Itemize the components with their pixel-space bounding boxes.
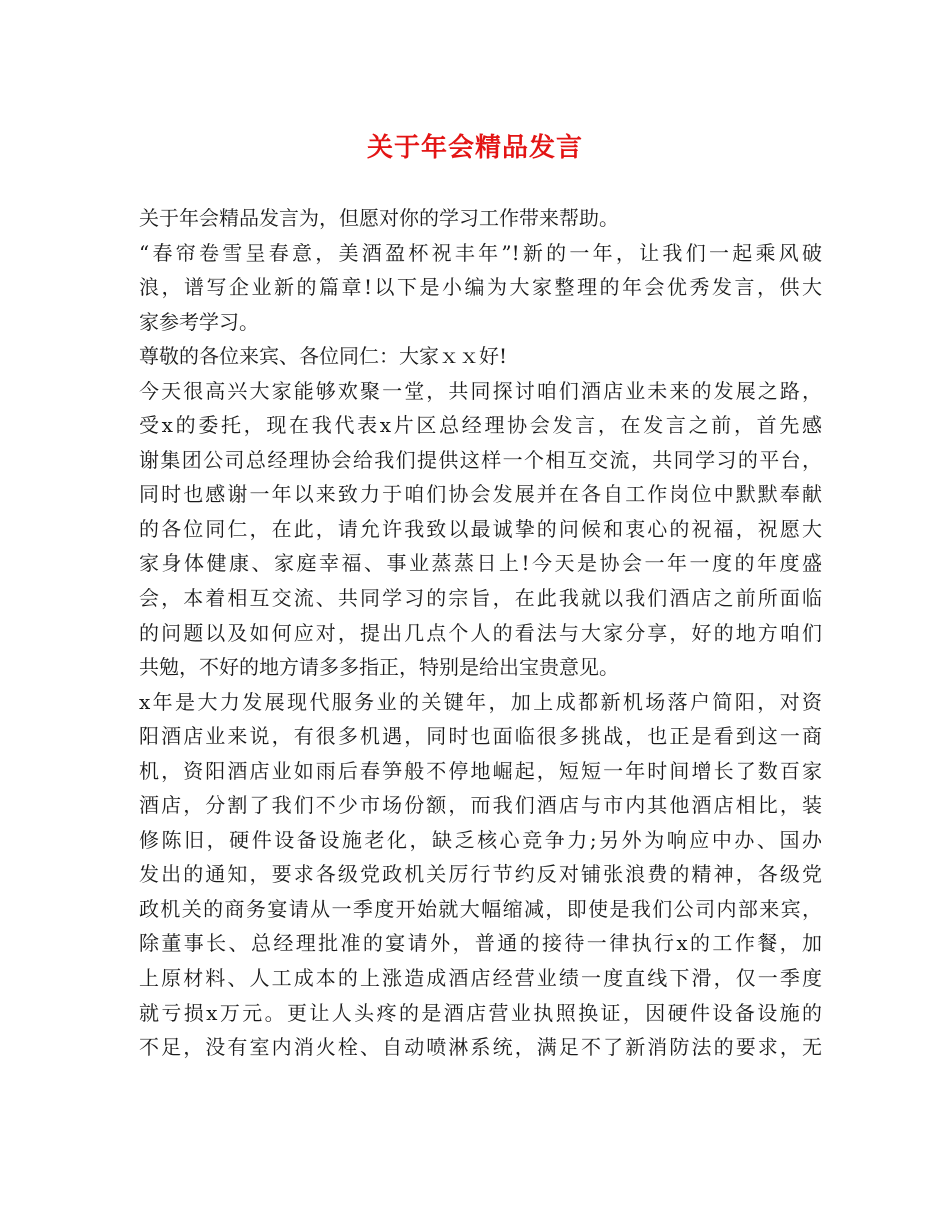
paragraph-line: 今天很高兴大家能够欢聚一堂，共同探讨咱们酒店业未来的发展之路，: [139, 378, 822, 403]
paragraph-line: 修陈旧，硬件设备设施老化，缺乏核心竞争力;另外为响应中办、国办: [139, 827, 822, 852]
paragraph-line: 关于年会精品发言为，但愿对你的学习工作带来帮助。: [139, 206, 619, 230]
paragraph-line: 除董事长、总经理批准的宴请外，普通的接待一律执行x的工作餐，加: [139, 931, 822, 956]
paragraph-line: 受x的委托，现在我代表x片区总经理协会发言，在发言之前，首先感: [139, 413, 822, 438]
document-title: 关于年会精品发言: [366, 133, 583, 163]
paragraph-line: 阳酒店业来说，有很多机遇，同时也面临很多挑战，也正是看到这一商: [139, 724, 822, 749]
paragraph-line: 会，本着相互交流、共同学习的宗旨，在此我就以我们酒店之前所面临: [139, 586, 822, 611]
paragraph-line: 共勉，不好的地方请多多指正，特别是给出宝贵意见。: [139, 655, 619, 680]
paragraph-line: 家参考学习。: [139, 309, 259, 334]
paragraph-line: 家身体健康、家庭幸福、事业蒸蒸日上!今天是协会一年一度的年度盛: [139, 551, 822, 576]
document-body: [139, 201, 822, 1065]
paragraph-line: 就亏损x万元。更让人头疼的是酒店营业执照换证，因硬件设备设施的: [139, 1000, 822, 1025]
paragraph-line: 的各位同仁，在此，请允许我致以最诚挚的问候和衷心的祝福，祝愿大: [139, 516, 822, 541]
paragraph-line: 机，资阳酒店业如雨后春笋般不停地崛起，短短一年时间增长了数百家: [139, 758, 822, 783]
paragraph-line: 政机关的商务宴请从一季度开始就大幅缩减，即使是我们公司内部来宾，: [139, 896, 822, 921]
paragraph-line: 不足，没有室内消火栓、自动喷淋系统，满足不了新消防法的要求，无: [139, 1035, 822, 1060]
paragraph-line: 谢集团公司总经理协会给我们提供这样一个相互交流，共同学习的平台，: [139, 447, 822, 472]
paragraph-line: 同时也感谢一年以来致力于咱们协会发展并在各自工作岗位中默默奉献: [139, 482, 822, 507]
paragraph-line: 发出的通知，要求各级党政机关厉行节约反对铺张浪费的精神，各级党: [139, 862, 822, 887]
paragraph-line: 的问题以及如何应对，提出几点个人的看法与大家分享，好的地方咱们: [139, 620, 822, 645]
paragraph-line: 上原材料、人工成本的上涨造成酒店经营业绩一度直线下滑，仅一季度: [139, 966, 822, 991]
paragraph-line: “春帘卷雪呈春意，美酒盈杯祝丰年”!新的一年，让我们一起乘风破: [139, 240, 822, 265]
paragraph-line: x年是大力发展现代服务业的关键年，加上成都新机场落户简阳，对资: [139, 689, 822, 714]
paragraph-line: 浪，谱写企业新的篇章!以下是小编为大家整理的年会优秀发言，供大: [139, 275, 822, 300]
paragraph-line: 酒店，分割了我们不少市场份额，而我们酒店与市内其他酒店相比，装: [139, 793, 822, 818]
paragraph-line: 尊敬的各位来宾、各位同仁：大家ｘｘ好!: [139, 344, 508, 369]
